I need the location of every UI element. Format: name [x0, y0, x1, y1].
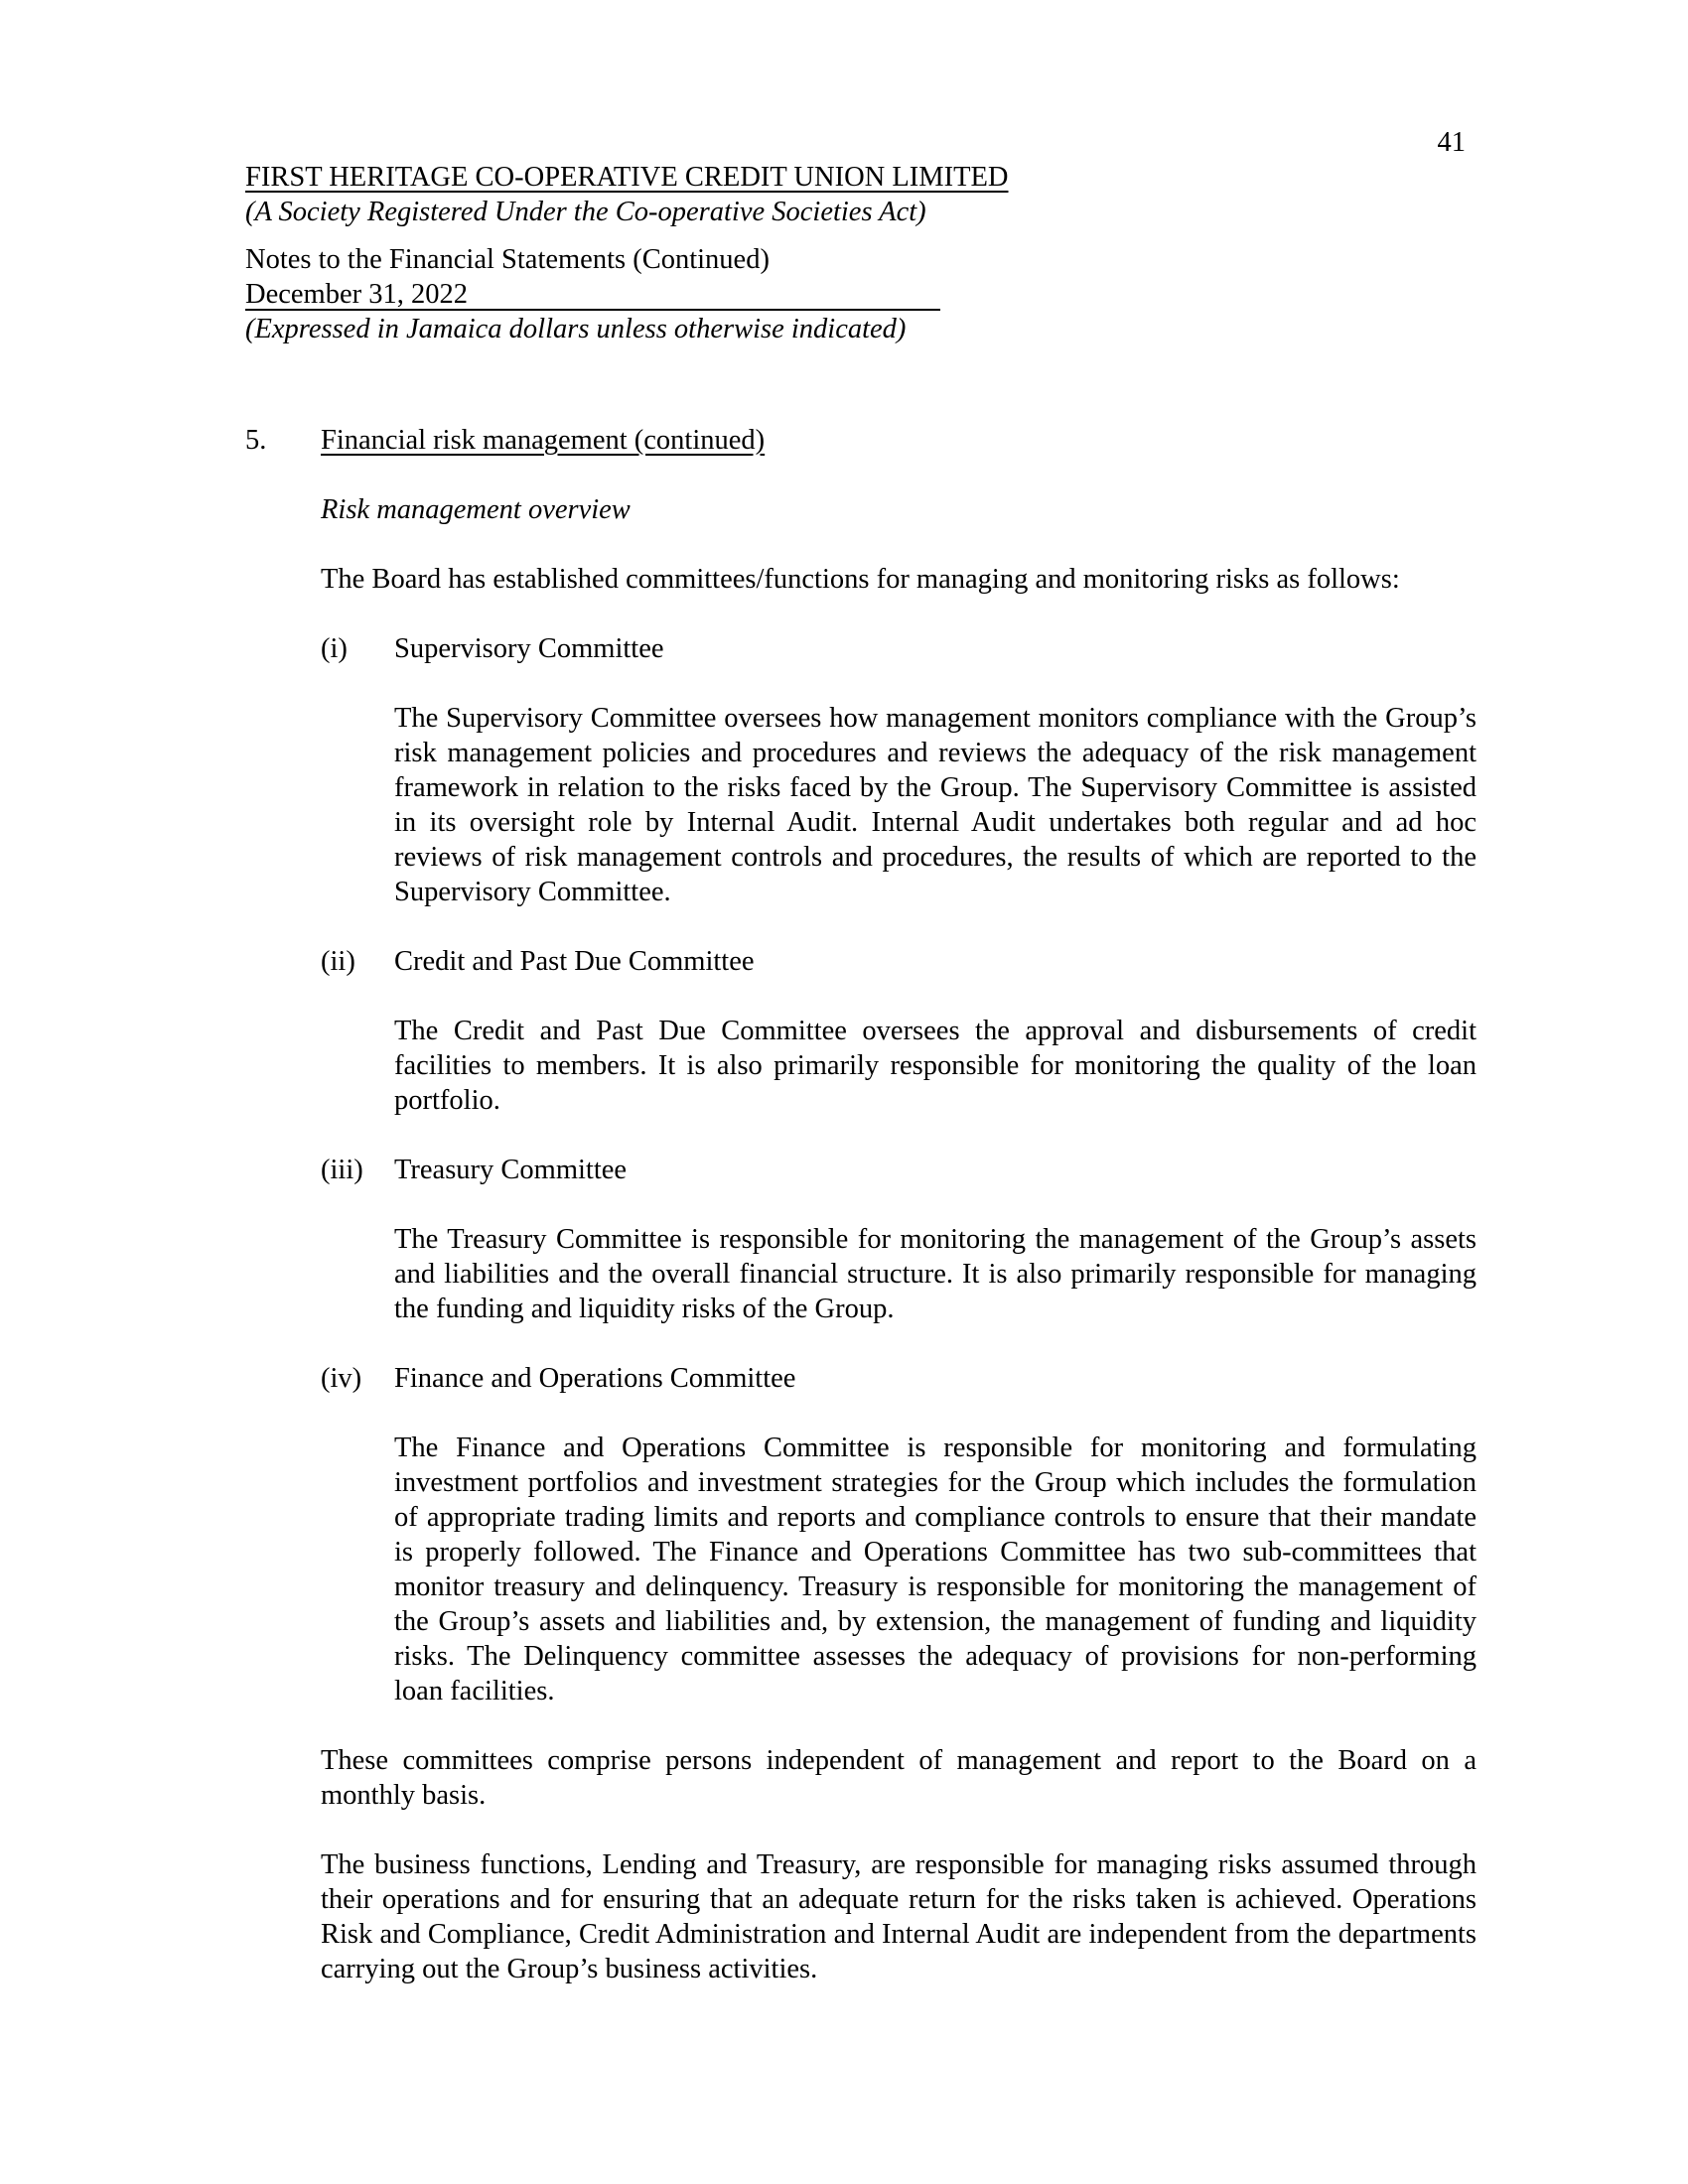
committee-title: Treasury Committee — [394, 1155, 628, 1185]
intro-paragraph: The Board has established committees/functions for managing and monitoring risks as follows: — [321, 564, 1400, 595]
document-header — [245, 160, 1477, 346]
section-number: 5. — [245, 425, 267, 456]
closing-paragraph: These committees comprise persons independent of management and report to the Board on a monthly basis. — [321, 1745, 1477, 1811]
committee-title: Finance and Operations Committee — [394, 1363, 796, 1394]
committee-numeral: (iii) — [321, 1155, 363, 1185]
registration-note: (A Society Registered Under the Co-operative Societies Act) — [245, 197, 926, 227]
committee-numeral: (iv) — [321, 1363, 362, 1394]
committee-description: The Credit and Past Due Committee oversees the approval and disbursements of credit facilities to members. It is also primarily responsible for monitoring the quality of the loan portfolio. — [394, 1016, 1477, 1116]
committee-item — [321, 1153, 1477, 1326]
statement-date: December 31, 2022 — [245, 280, 940, 311]
section-heading — [245, 423, 1477, 458]
committee-numeral: (ii) — [321, 946, 355, 977]
committee-item — [321, 631, 1477, 909]
committee-description: The Supervisory Committee oversees how management monitors compliance with the Group’s risk management policies and procedures and reviews the adequacy of the risk management framework in relation to the risks faced by the Group. The Supervisory Committee is assisted in its oversight role by Internal Audit. Internal Audit undertakes both regular and ad hoc reviews of risk management controls and procedures, the results of which are reported to the Supervisory Committee. — [394, 703, 1477, 907]
committee-item — [321, 1361, 1477, 1708]
closing-paragraph: The business functions, Lending and Treasury, are responsible for managing risks assumed through their operations and for ensuring that an adequate return for the risks taken is achieved. Operations Risk and Compliance, Credit Administration and Internal Audit are independent from the departments carrying out the Group’s business activities. — [321, 1849, 1477, 1984]
committee-title: Credit and Past Due Committee — [394, 946, 755, 977]
section-financial-risk-management — [245, 423, 1477, 1986]
committee-numeral: (i) — [321, 633, 348, 664]
committee-description: The Finance and Operations Committee is responsible for monitoring and formulating investment portfolios and investment strategies for the Group which includes the formulation of appropriate trading limits and reports and compliance controls to ensure that their mandate is properly followed. The Finance and Operations Committee has two sub-committees that monitor treasury and delinquency. Treasury is responsible for monitoring the management of the Group’s assets and liabilities and, by extension, the management of funding and liquidity risks. The Delinquency committee assesses the adequacy of provisions for non-performing loan facilities. — [394, 1433, 1477, 1706]
page-number: 41 — [1437, 127, 1466, 158]
committee-description: The Treasury Committee is responsible for monitoring the management of the Group’s assets and liabilities and the overall financial structure. It is also primarily responsible for managing the funding and liquidity risks of the Group. — [394, 1224, 1477, 1324]
subheading: Risk management overview — [321, 494, 631, 525]
committee-item — [321, 944, 1477, 1118]
section-body — [321, 492, 1477, 1986]
section-title: Financial risk management (continued) — [321, 425, 766, 456]
committee-title: Supervisory Committee — [394, 633, 664, 664]
organization-name: FIRST HERITAGE CO-OPERATIVE CREDIT UNION LIMITED — [245, 162, 1009, 193]
notes-title: Notes to the Financial Statements (Continued) — [245, 244, 770, 275]
currency-note: (Expressed in Jamaica dollars unless otherwise indicated) — [245, 314, 907, 344]
